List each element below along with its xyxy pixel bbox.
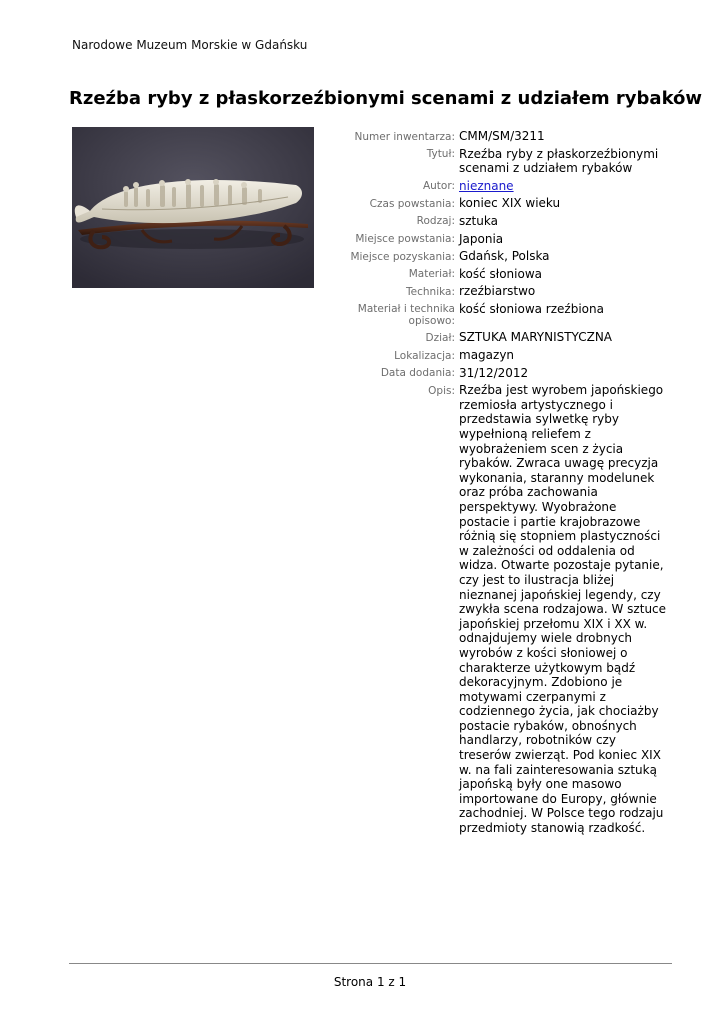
field-value: Japonia xyxy=(459,231,504,246)
field-department xyxy=(330,330,670,345)
field-value: Rzeźba ryby z płaskorzeźbionymi scenami z udziałem rybaków xyxy=(459,146,659,176)
description-text: Rzeźba jest wyrobem japońskiego rzemiosła artystycznego i przedstawia sylwetkę ryby wypełnioną reliefem z wyobrażeniem scen z życia rybaków. Zwraca uwagę precyzja wykonania, staranny modelunek oraz próba zachowania perspektywy. Wyobrażone postacie i partie krajobrazowe różnią się stopniem plastyczności w zależności od oddalenia od widza. Otwarte pozostaje pytanie, czy jest to ilustracja bliżej nieznanej japońskiej legendy, czy zwykła scena rodzajowa. W sztuce japońskiej przełomu XIX i XX w. odnajdujemy wiele drobnych wyrobów z kości słoniowej o charakterze użytkowym bądź dekoracyjnym. Zdobiono je motywami czerpanymi z codziennego życia, jak chociażby postacie rybaków, obnośnych handlarzy, robotników czy treserów zwierząt. Pod koniec XIX w. na fali zainteresowania sztuką japońską były one masowo importowane do Europy, głównie zachodniej. W Polsce tego rodzaju przedmioty stanowią rzadkość. xyxy=(459,383,667,836)
field-value: 31/12/2012 xyxy=(459,365,529,380)
field-value: SZTUKA MARYNISTYCZNA xyxy=(459,330,613,345)
field-label: Miejsce powstania: xyxy=(355,233,455,246)
page-number: Strona 1 z 1 xyxy=(333,975,407,989)
museum-name: Narodowe Muzeum Morskie w Gdańsku xyxy=(72,38,308,52)
field-label: Rodzaj: xyxy=(416,215,455,228)
field-technique xyxy=(330,284,670,299)
field-value: CMM/SM/3211 xyxy=(459,129,545,143)
field-label: Materiał i technika opisowo: xyxy=(357,303,455,328)
object-details xyxy=(330,129,670,839)
page-title: Rzeźba ryby z płaskorzeźbionymi scenami z udziałem rybaków xyxy=(69,88,703,109)
footer-divider xyxy=(69,963,672,964)
field-place-of-acquisition xyxy=(330,249,670,264)
field-value: rzeźbiarstwo xyxy=(459,284,536,299)
field-type xyxy=(330,214,670,229)
field-label: Lokalizacja: xyxy=(394,349,455,362)
field-value: sztuka xyxy=(459,213,498,228)
field-value: magazyn xyxy=(459,348,515,363)
field-label: Miejsce pozyskania: xyxy=(350,250,455,263)
field-label: Autor: xyxy=(422,180,455,193)
field-author xyxy=(330,179,670,194)
field-label: Technika: xyxy=(406,285,455,298)
field-description xyxy=(330,383,670,835)
field-title xyxy=(330,147,670,176)
field-material xyxy=(330,267,670,282)
field-label: Czas powstania: xyxy=(369,197,455,210)
field-value: koniec XIX wieku xyxy=(459,196,561,211)
field-label: Materiał: xyxy=(408,268,455,281)
field-label: Dział: xyxy=(425,331,455,344)
field-label: Data dodania: xyxy=(380,367,455,380)
author-link[interactable]: nieznane xyxy=(459,178,514,193)
field-value: Gdańsk, Polska xyxy=(459,249,550,264)
field-inventory-number xyxy=(330,129,670,144)
field-value: kość słoniowa xyxy=(459,266,542,281)
field-value: kość słoniowa rzeźbiona xyxy=(459,301,604,316)
field-label: Numer inwentarza: xyxy=(354,130,455,143)
field-label: Tytuł: xyxy=(426,148,455,161)
field-date-added xyxy=(330,366,670,381)
field-creation-time xyxy=(330,196,670,211)
field-place-of-creation xyxy=(330,232,670,247)
field-label: Opis: xyxy=(428,384,455,397)
field-location xyxy=(330,348,670,363)
object-photo xyxy=(72,127,314,288)
field-material-technique-description xyxy=(330,302,670,328)
